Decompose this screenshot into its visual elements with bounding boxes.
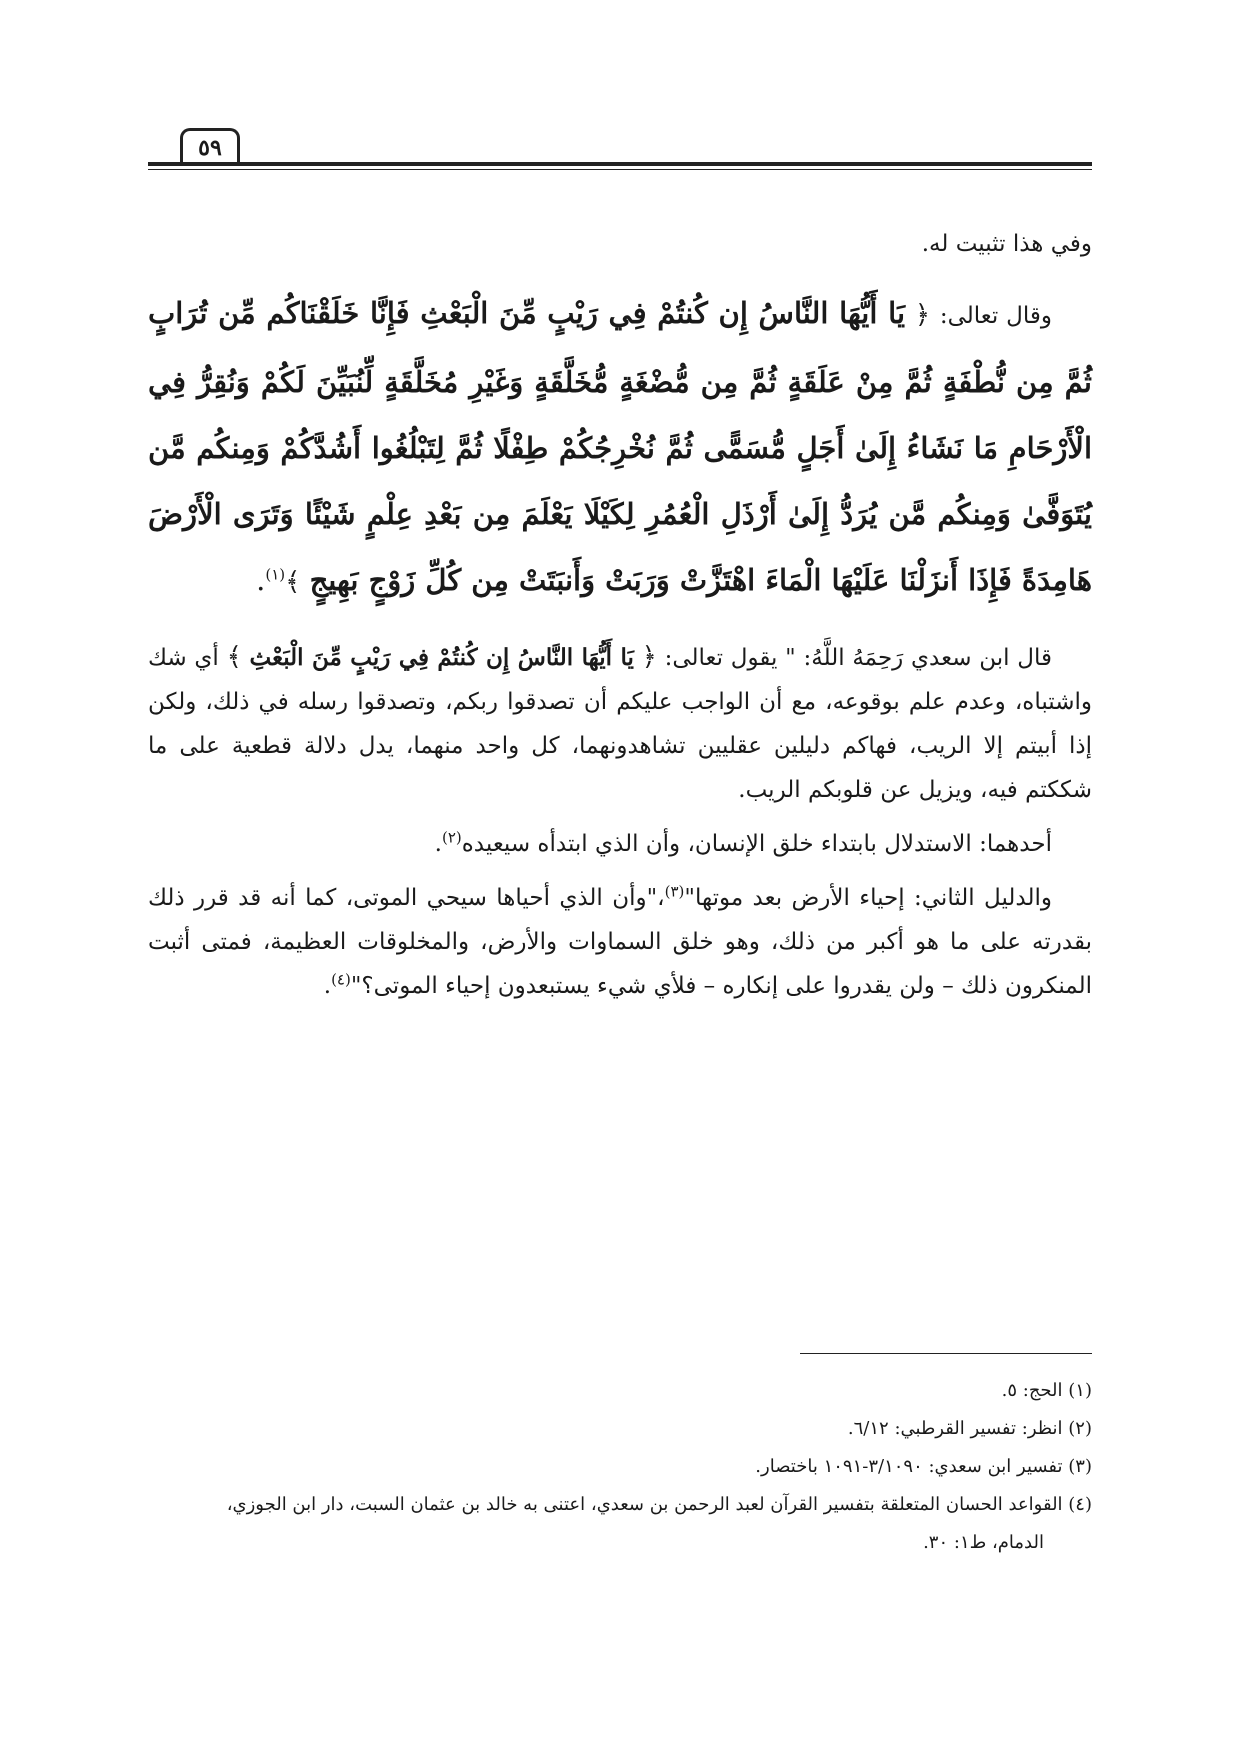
footnote-4-continuation: الدمام، ط١: ٣٠. (923, 1532, 1044, 1553)
first-proof-text: أحدهما: الاستدلال بابتداء خلق الإنسان، وأن الذي ابتدأه سيعيده (461, 831, 1052, 857)
verse-close-ornament: ﴾ (285, 567, 301, 597)
verse-open-ornament: ﴿ (914, 300, 931, 330)
header-rule (148, 162, 1092, 166)
footnote-1: (١) الحج: ٥. (1001, 1380, 1092, 1401)
footnote-ref-4: (٤) (331, 970, 351, 989)
first-proof-paragraph (148, 822, 1092, 866)
footnote-ref-3: (٣) (664, 882, 685, 901)
footnote-4: (٤) القواعد الحسان المتعلقة بتفسير القرآن لعبد الرحمن بن سعدي، اعتنى به خالد بن عثمان السبت، دار ابن الجوزي، (226, 1494, 1092, 1515)
quran-verse-text: يَا أَيُّهَا النَّاسُ إِن كُنتُمْ فِي رَيْبٍ مِّنَ الْبَعْثِ فَإِنَّا خَلَقْنَاكُم مِّن تُرَابٍ ثُمَّ مِن نُّطْفَةٍ ثُمَّ مِنْ عَلَقَةٍ ثُمَّ مِن مُّضْغَةٍ مُّخَلَّقَةٍ وَغَيْرِ مُخَلَّقَةٍ لِّنُبَيِّنَ لَكُمْ وَنُقِرُّ فِي الْأَرْحَامِ مَا نَشَاءُ إِلَىٰ أَجَلٍ مُّسَمًّى ثُمَّ نُخْرِجُكُمْ طِفْلًا ثُمَّ لِتَبْلُغُوا أَشُدَّكُمْ وَمِنكُم مَّن يُتَوَفَّىٰ وَمِنكُم مَّن يُرَدُّ إِلَىٰ أَرْذَلِ الْعُمُرِ لِكَيْلَا يَعْلَمَ مِن بَعْدِ عِلْمٍ شَيْئًا وَتَرَى الْأَرْضَ هَامِدَةً فَإِذَا أَنزَلْنَا عَلَيْهَا الْمَاءَ اهْتَزَّتْ وَرَبَتْ وَأَنبَتَتْ مِن كُلِّ زَوْجٍ بَهِيجٍ (148, 296, 1092, 597)
quran-verse-paragraph (148, 280, 1092, 615)
saadi-quote: يَا أَيُّهَا النَّاسُ إِن كُنتُمْ فِي رَيْبٍ مِّنَ الْبَعْثِ (249, 644, 634, 671)
second-proof-text-b: ،"وأن الذي أحياها سيحي الموتى، كما أنه قد قرر ذلك بقدرته على ما هو أكبر من ذلك، وهو خلق السماوات والأرض، والمخلوقات العظيمة، فمتى أثبت المنكرون ذلك – ولن يقدروا على إنكاره – فلأي شيء يستبعدون إحياء الموتى؟" (148, 885, 1092, 999)
quote-open-ornament: ﴿ (641, 642, 657, 672)
header-rule-thin (148, 169, 1092, 170)
saadi-paragraph (148, 635, 1092, 812)
footnote-rule (800, 1353, 1092, 1354)
saadi-lead: قال ابن سعدي رَحِمَهُ اللَّهُ: " يقول تعالى: (664, 645, 1052, 671)
footnote-2: (٢) انظر: تفسير القرطبي: ٦/١٢. (847, 1418, 1092, 1439)
quote-close-ornament: ﴾ (226, 642, 242, 672)
second-proof-text-a: والدليل الثاني: إحياء الأرض بعد موتها" (684, 885, 1053, 911)
intro-sentence: وفي هذا تثبيت له. (921, 231, 1092, 257)
second-proof-paragraph (148, 876, 1092, 1008)
verse-lead: وقال تعالى: (939, 303, 1052, 329)
main-content (148, 222, 1092, 1008)
page-number: ٥٩ (180, 128, 240, 162)
period: . (434, 831, 442, 857)
period: . (323, 973, 332, 999)
saadi-explanation: أي شك واشتباه، وعدم علم بوقوعه، مع أن الواجب عليكم أن تصدقوا ربكم، وتصدقوا رسله في ذلك، ولكن إذا أبيتم إلا الريب، فهاكم دليلين عقليين تشاهدونهما، كل واحد منهما، يدل دلالة قطعية على ما شككتم فيه، ويزيل عن قلوبكم الريب. (148, 645, 1092, 803)
footnote-3: (٣) تفسير ابن سعدي: ٣/١٠٩٠-١٠٩١ باختصار. (755, 1456, 1092, 1477)
footnote-ref-1: (١) (265, 565, 286, 584)
footnotes (148, 1372, 1092, 1562)
period: . (256, 563, 266, 597)
footnote-ref-2: (٢) (441, 828, 462, 847)
